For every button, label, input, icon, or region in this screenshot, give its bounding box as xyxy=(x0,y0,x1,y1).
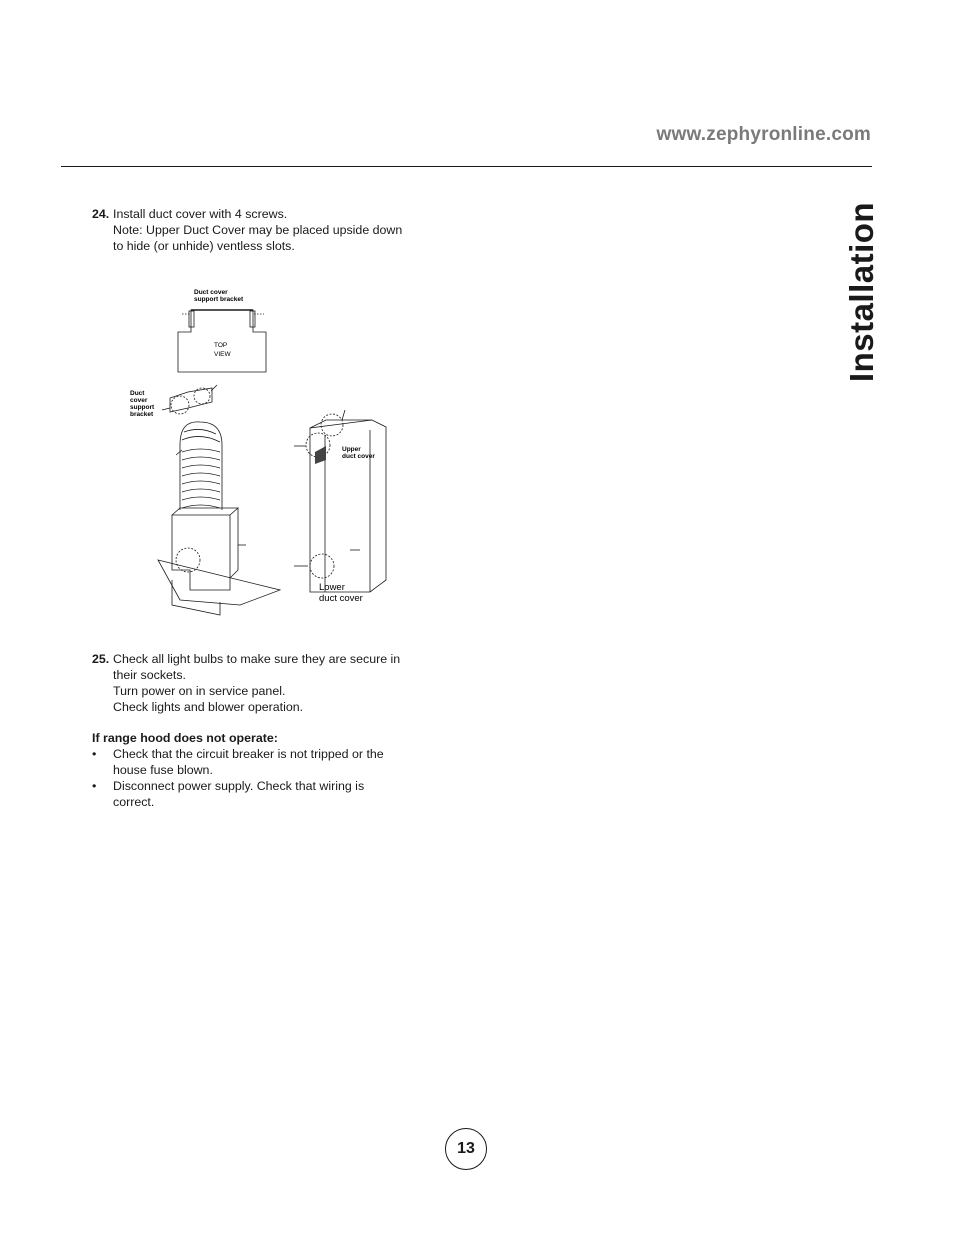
list-item-line: Disconnect power supply. Check that wiring is xyxy=(113,779,365,793)
duct-cover-diagram xyxy=(120,270,410,620)
step-line: Note: Upper Duct Cover may be placed upside down xyxy=(113,223,403,237)
list-item-line: house fuse blown. xyxy=(113,763,213,777)
step-number: 25. xyxy=(92,652,110,666)
page-number: 13 xyxy=(445,1128,487,1170)
section-tab: Installation xyxy=(843,201,880,383)
step-line: Install duct cover with 4 screws. xyxy=(113,207,288,221)
header-rule xyxy=(61,166,872,167)
step-line: Turn power on in service panel. xyxy=(113,684,286,698)
label-lower-duct: Lower xyxy=(319,582,345,593)
installation-figure xyxy=(120,270,410,620)
step-text xyxy=(113,651,432,715)
label-bracket-side: Duct xyxy=(130,390,145,397)
troubleshooting-heading: If range hood does not operate: xyxy=(92,731,278,745)
label-upper-duct: Upper xyxy=(342,446,361,453)
label-upper-duct: duct cover xyxy=(342,453,375,460)
label-bracket-side: bracket xyxy=(130,411,154,418)
label-bracket-side: support xyxy=(130,404,155,411)
label-top-view: VIEW xyxy=(214,351,231,358)
website-url: www.zephyronline.com xyxy=(656,124,871,145)
label-top-view: TOP xyxy=(214,342,228,349)
list-item xyxy=(92,778,384,810)
list-item-line: correct. xyxy=(113,795,155,809)
step-24 xyxy=(92,206,432,254)
step-line: Check lights and blower operation. xyxy=(113,700,304,714)
list-item-line: Check that the circuit breaker is not tripped or the xyxy=(113,747,384,761)
label-bracket-top: support bracket xyxy=(194,296,244,303)
step-line: to hide (or unhide) ventless slots. xyxy=(113,239,295,253)
step-25 xyxy=(92,651,432,715)
step-text xyxy=(113,206,432,254)
bullet-glyph: • xyxy=(92,779,97,793)
step-number: 24. xyxy=(92,207,110,221)
label-lower-duct: duct cover xyxy=(319,593,363,604)
label-bracket-side: cover xyxy=(130,397,148,404)
step-line: Check all light bulbs to make sure they are secure in xyxy=(113,652,401,666)
list-item xyxy=(92,746,384,778)
step-line: their sockets. xyxy=(113,668,186,682)
troubleshooting-list xyxy=(92,746,384,810)
label-bracket-top: Duct cover xyxy=(194,289,228,296)
bullet-glyph: • xyxy=(92,747,97,761)
